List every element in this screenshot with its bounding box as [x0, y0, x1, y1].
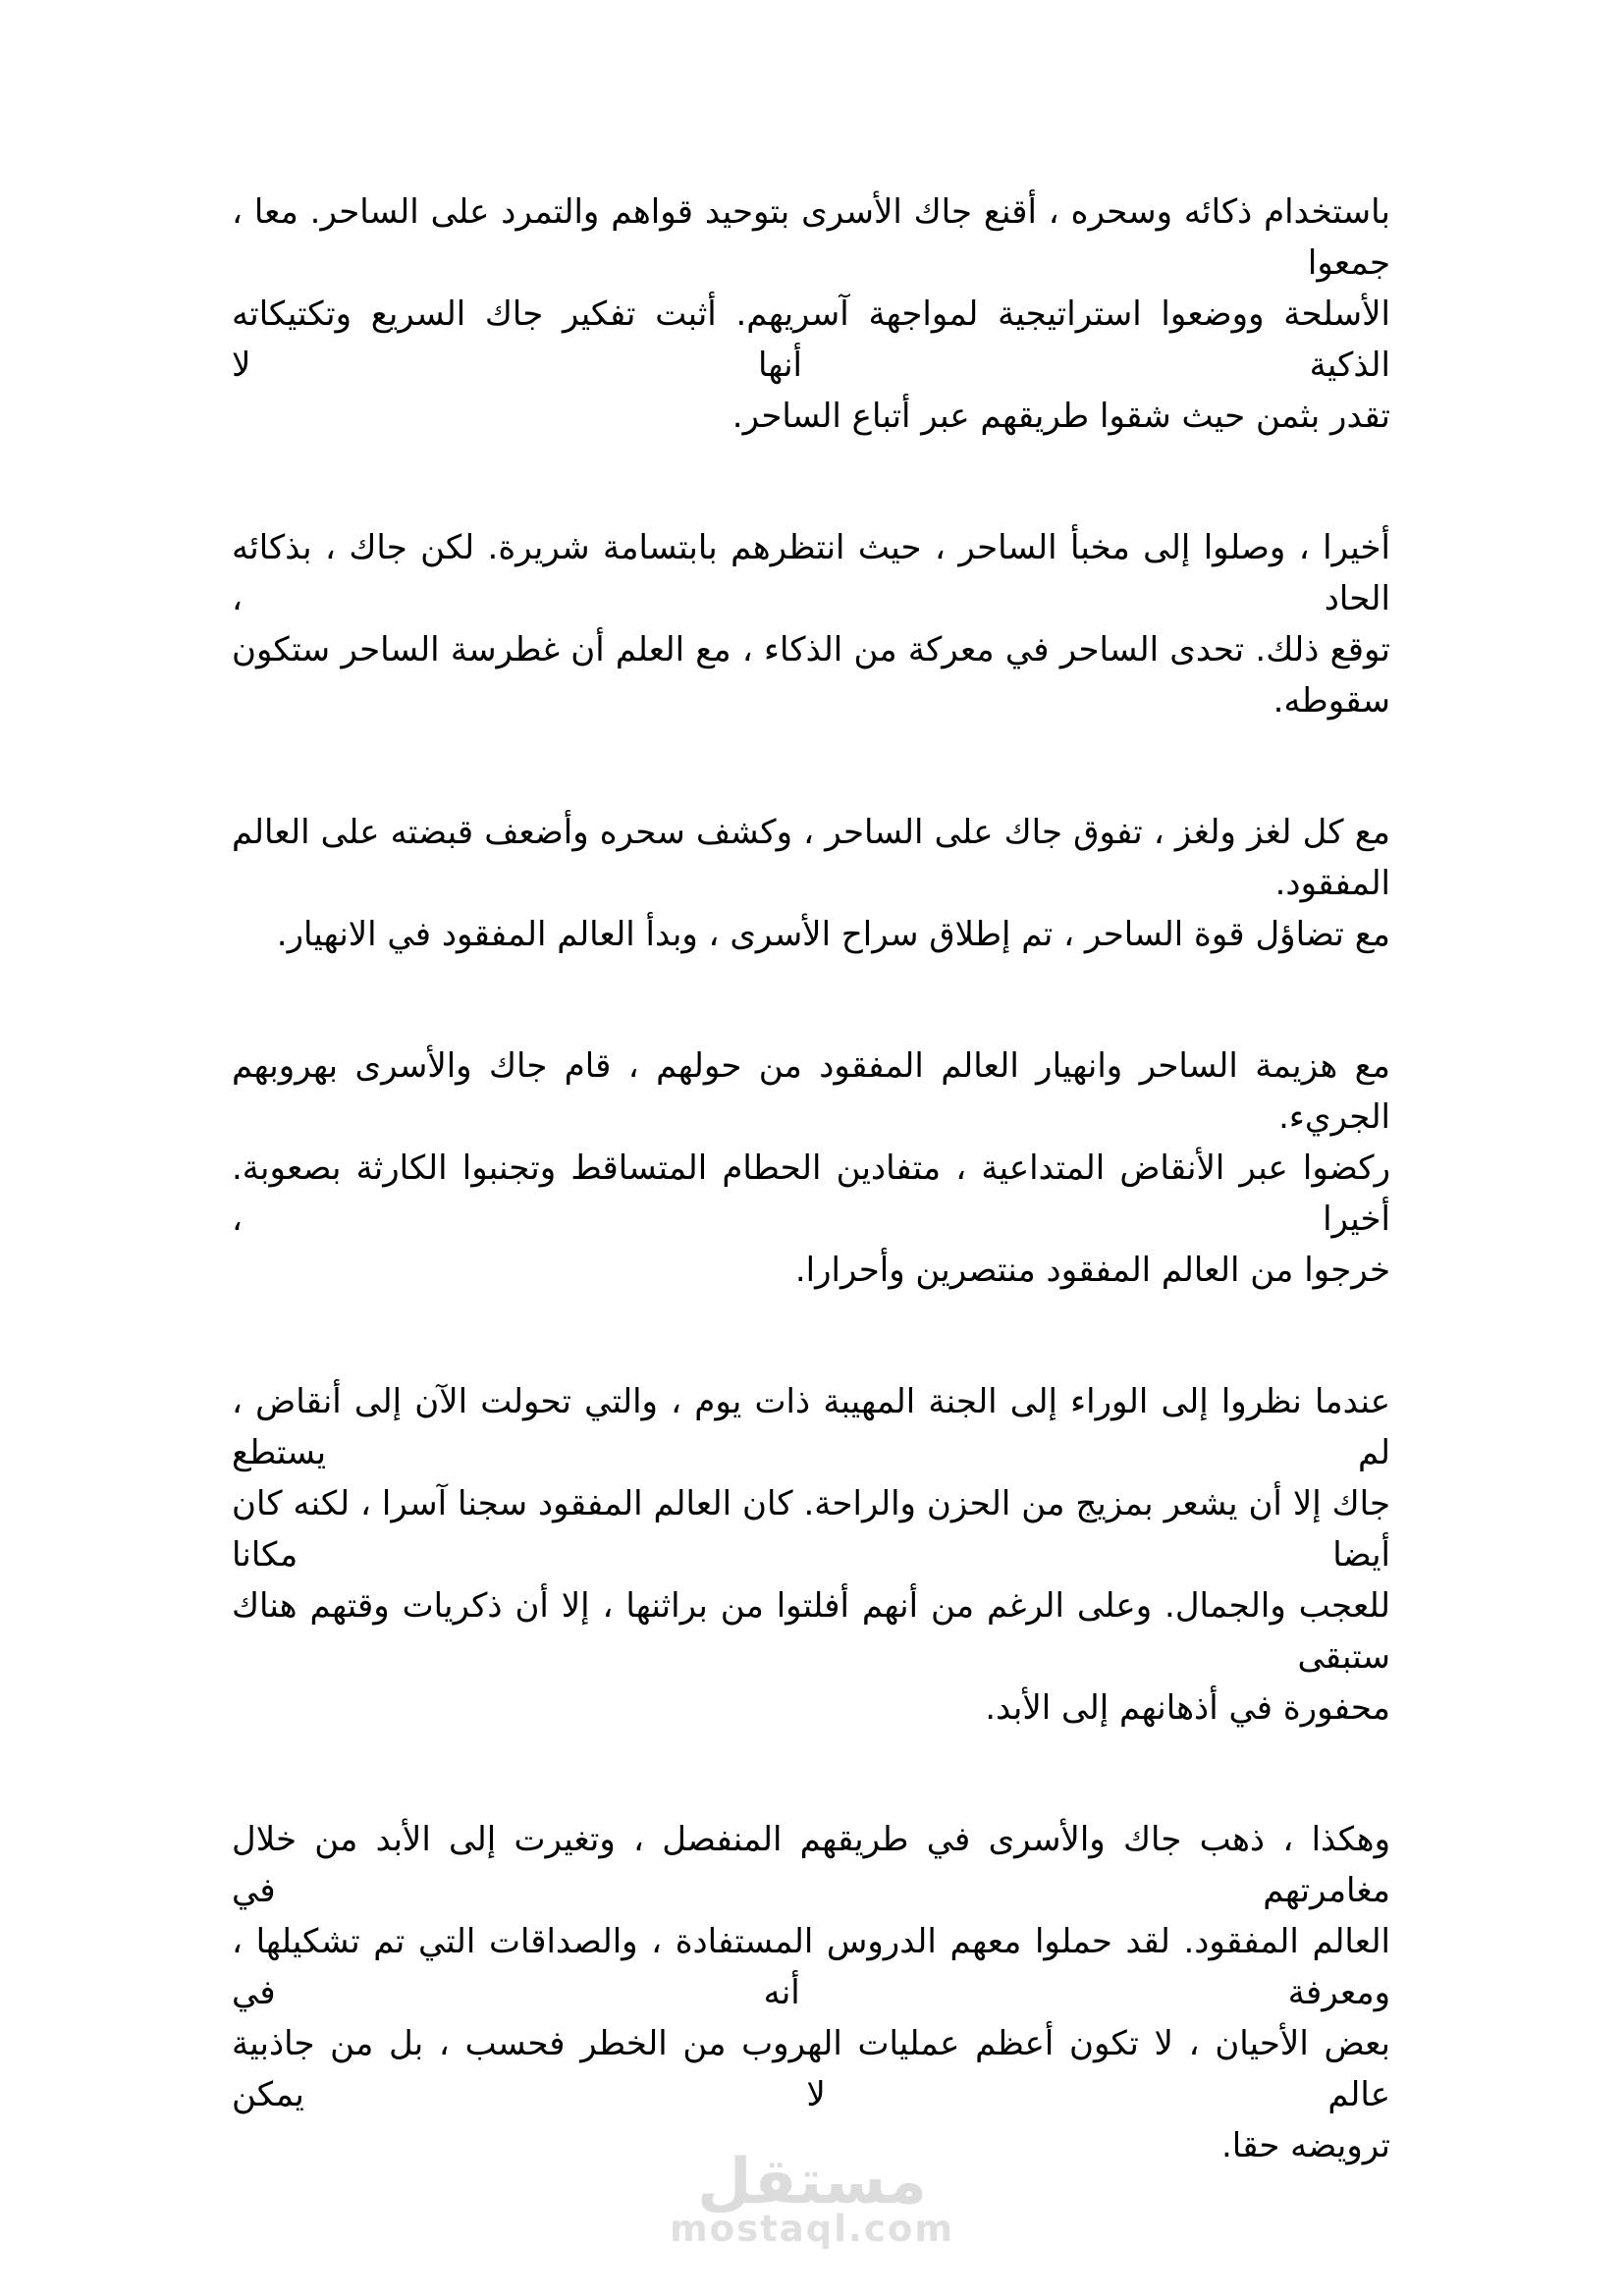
text-line: مع هزيمة الساحر وانهيار العالم المفقود من حولهم ، قام جاك والأسرى بهروبهم الجريء. — [232, 1046, 1390, 1137]
text-line: ركضوا عبر الأنقاض المتداعية ، متفادين الحطام المتساقط وتجنبوا الكارثة بصعوبة. أخيرا ، — [232, 1148, 1390, 1239]
text-line: خرجوا من العالم المفقود منتصرين وأحرارا. — [794, 1251, 1390, 1290]
mostaql-site-url: mostaql.com — [670, 2208, 954, 2250]
text-line: جاك إلا أن يشعر بمزيج من الحزن والراحة. كان العالم المفقود سجنا آسرا ، لكنه كان أيضا مكانا — [232, 1484, 1390, 1575]
mostaql-logo: مستقل — [696, 2146, 928, 2218]
text-line: محفورة في أذهانهم إلى الأبد. — [985, 1688, 1390, 1728]
text-line: مع كل لغز ولغز ، تفوق جاك على الساحر ، وكشف سحره وأضعف قبضته على العالم المفقود. — [232, 813, 1390, 903]
text-line: ترويضه حقا. — [1220, 2126, 1390, 2165]
text-line: للعجب والجمال. وعلى الرغم من أنهم أفلتوا من براثنها ، إلا أن ذكريات وقتهم هناك ستبقى — [232, 1586, 1390, 1677]
text-line: بعض الأحيان ، لا تكون أعظم عمليات الهروب من الخطر فحسب ، بل من جاذبية عالم لا يمكن — [232, 2024, 1390, 2114]
paragraph-5 — [232, 1376, 1390, 1734]
text-line: أخيرا ، وصلوا إلى مخبأ الساحر ، حيث انتظرهم بابتسامة شريرة. لكن جاك ، بذكائه الحاد ، — [232, 528, 1390, 618]
paragraph-6 — [232, 1814, 1390, 2171]
text-line: العالم المفقود. لقد حملوا معهم الدروس المستفادة ، والصداقات التي تم تشكيلها ، ومعرفة أنه في — [232, 1922, 1390, 2012]
paragraph-2 — [232, 522, 1390, 726]
text-line: باستخدام ذكائه وسحره ، أقنع جاك الأسرى بتوحيد قواهم والتمرد على الساحر. معا ، جمعوا — [232, 192, 1390, 283]
text-line: عندما نظروا إلى الوراء إلى الجنة المهيبة ذات يوم ، والتي تحولت الآن إلى أنقاض ، لم يستطع — [232, 1382, 1390, 1472]
text-line: توقع ذلك. تحدى الساحر في معركة من الذكاء ، مع العلم أن غطرسة الساحر ستكون سقوطه. — [232, 630, 1390, 721]
paragraph-1 — [232, 187, 1390, 442]
text-line: الأسلحة ووضعوا استراتيجية لمواجهة آسريهم. أثبت تفكير جاك السريع وتكتيكاته الذكية أنها لا — [232, 294, 1390, 385]
text-line: مع تضاؤل قوة الساحر ، تم إطلاق سراح الأسرى ، وبدأ العالم المفقود في الانهيار. — [276, 915, 1390, 954]
paragraph-3 — [232, 807, 1390, 960]
text-line: وهكذا ، ذهب جاك والأسرى في طريقهم المنفصل ، وتغيرت إلى الأبد من خلال مغامرتهم في — [232, 1820, 1390, 1910]
text-line: تقدر بثمن حيث شقوا طريقهم عبر أتباع الساحر. — [731, 397, 1390, 436]
paragraph-4 — [232, 1041, 1390, 1296]
